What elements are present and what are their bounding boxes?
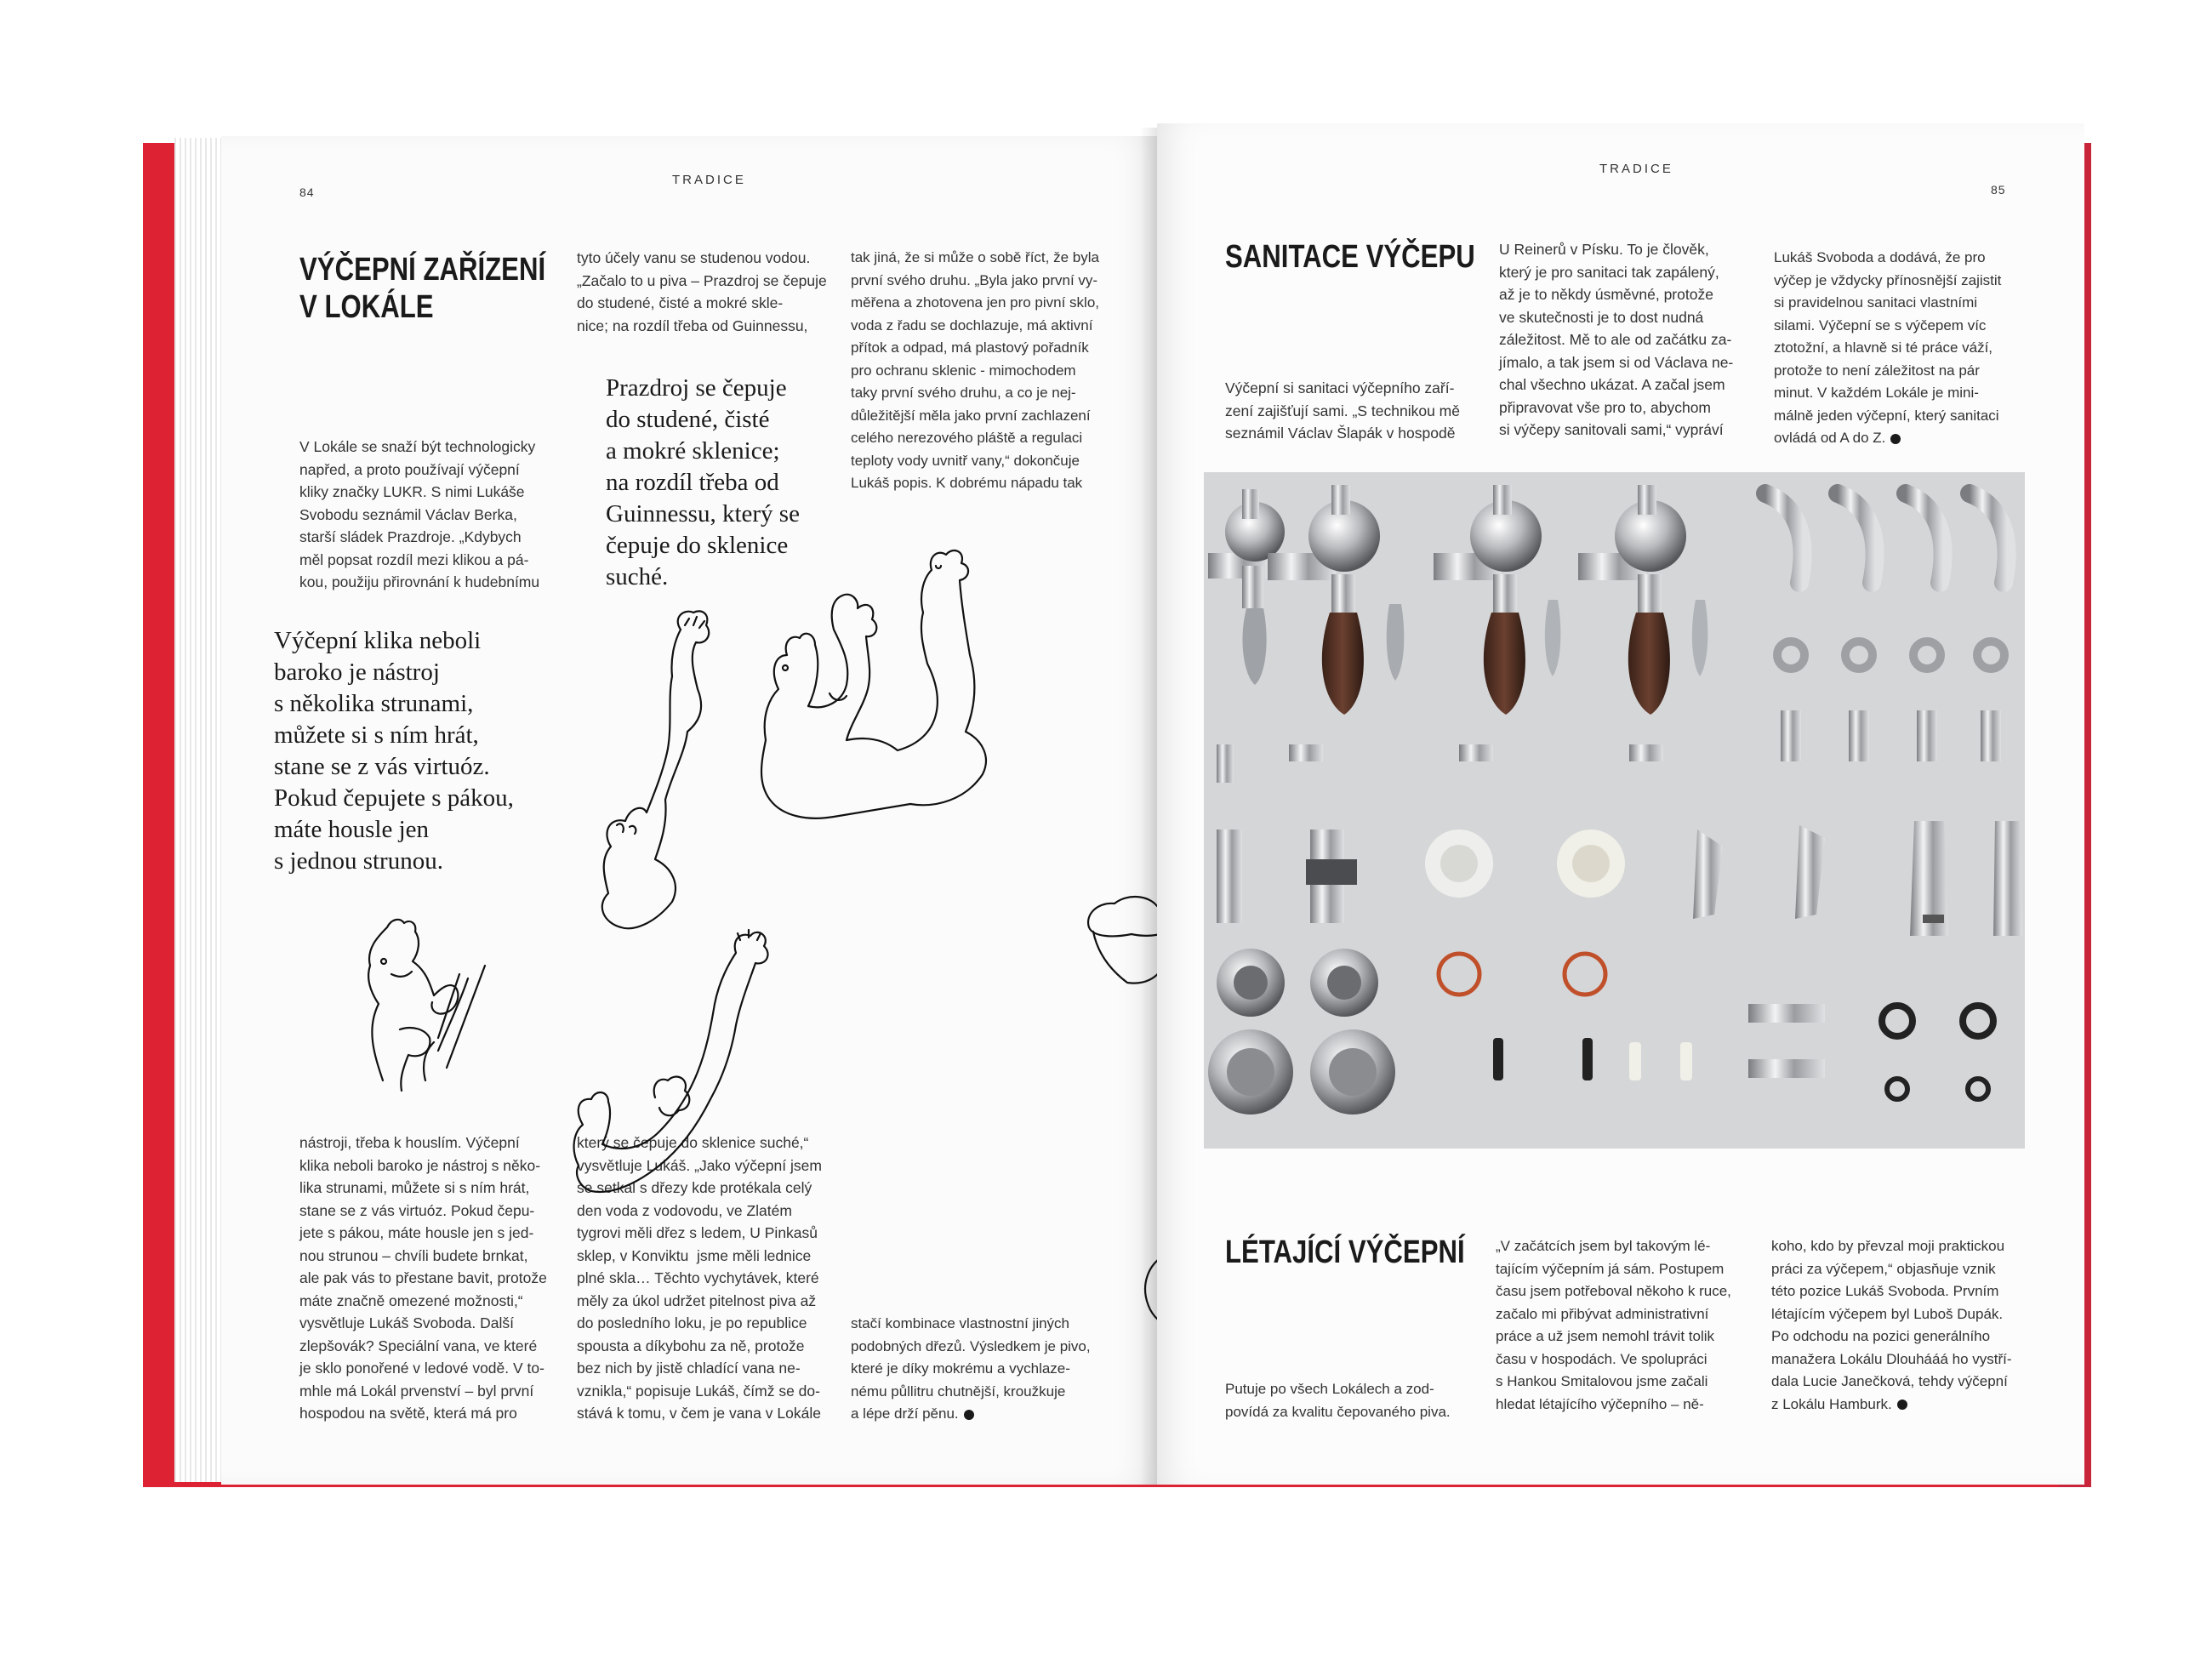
headline-letajici-vycepni: LÉTAJÍCÍ VÝČEPNÍ [1225, 1234, 1465, 1270]
doodle-figure-playing [340, 902, 544, 1102]
headline-sanitace-vycepu: SANITACE VÝČEPU [1225, 239, 1475, 275]
photo-tap-parts [1204, 472, 2025, 1149]
end-bullet-left [964, 1410, 974, 1420]
right-col2-text-2: „V začátcích jsem byl takovým lé- tajícím výčepním já sám. Postupem času jsem potřeboval někoho k ruce, začalo mi přibývat administrativní práce a už jsem nemohl trávit tolik času v hospodách. Ve spolupráci s Hankou Smitalovou jsme začali hledat létajícího výčepního – ně- [1496, 1238, 1731, 1412]
right-col3-text-2 [1771, 1235, 2012, 1416]
doodle-figure-reaching-2 [562, 902, 783, 1221]
page-number-right: 85 [1991, 183, 2006, 197]
photo-tap-parts-drawing [1204, 472, 2025, 1149]
right-col3-text [1774, 247, 2001, 450]
right-col2-text: U Reinerů v Písku. To je člověk, který je pro sanitaci tak zapálený, až je to někdy úsměvné, protože ve skutečnosti je to dost nudná záležitost. Mě to ale od začátku za- jímalo, a tak jsem si od Václava ne- chal všechno ukázat. A začal jsem připravovat vše pro to, abychom si výčepy sanitovali sami,“ vypráví [1499, 241, 1734, 438]
right-intro-2: Putuje po všech Lokálech a zod- povídá za kvalitu čepovaného piva. [1225, 1381, 1451, 1420]
left-col3-bottom-text: stačí kombinace vlastnostní jiných podobných dřezů. Výsledkem je pivo, které je díky mokrému a vychlaze- nému půllitru chutnější, kroužkuje a lépe drží pěnu. [851, 1315, 1091, 1422]
left-col2-bottom: který se čepuje do sklenice suché,“ vysvětluje Lukáš. „Jako výčepní jsem se setkal s dřezy kde protékala celý den voda z vodovodu, ve Zlatém tygrovi měli dřez s ledem, U Pinkasů sklep, v Konviktu jsme měli lednice plné skla… Těchto vychytávek, které měly za úkol udržet pitelnost piva až do posledního loku, je po republice spousta a díkybohu za ně, protože bez nich by jistě chladící vana ne- vznikla,“ popisuje Lukáš, čímž se do- stává k tomu, v čem je vana v Lokále [577, 1134, 822, 1422]
left-col1-bottom: nástroji, třeba k houslím. Výčepní klika neboli baroko je nástroj s něko- lika strunami, můžete si s ním hrát, stane se z vás virtuóz. Pokud čepu- jete s pákou, máte housle jen s jed- nou strunou – chvíli budete brnkat, ale pak vás to přestane bavit, protože máte značně omezené možnosti,“ vysvětluje Lukáš Svoboda. Další zlepšovák? Speciální vana, ve které je sklo ponořené v ledové vodě. V to- mhle má Lokál prvenství – byl první hospodou na světě, která má pro [299, 1134, 547, 1422]
right-intro-1: Výčepní si sanitaci výčepního zaří- zení zajišťují sami. „S technikou mě seznámil Václav Šlapák v hospodě [1225, 379, 1460, 442]
right-col3-text-2-content: koho, kdo by převzal moji praktickou práci za výčepem,“ objasňuje vznik této pozice Lukáš Svoboda. Prvním létajícím výčepem byl Luboš Dupák. Po odchodu na pozici generálního manažera Lokálu Dlouhááá ho vystří- dala Lucie Janečková, tehdy výčepní z Lokálu Hamburk. [1771, 1238, 2012, 1412]
page-number-left: 84 [299, 185, 315, 199]
doodle-figure-arms-up [749, 527, 1029, 881]
headline-vycepni-zarizeni [299, 251, 545, 326]
headline-line-1: VÝČEPNÍ ZAŘÍZENÍ [299, 252, 546, 288]
headline-line-2: V LOKÁLE [299, 289, 434, 325]
pull-quote-2: Prazdroj se čepuje do studené, čisté a mokré sklenice; na rozdíl třeba od Guinnessu, který se čepuje do sklenice suché. [606, 374, 800, 590]
pull-quote-1: Výčepní klika neboli baroko je nástroj s několika strunami, můžete si s ním hrát, stane se z vás virtuóz. Pokud čepujete s pákou, máte housle jen s jednou strunou. [274, 627, 514, 875]
section-label-right: TRADICE [1599, 162, 1673, 176]
end-bullet-right-1 [1890, 434, 1901, 444]
left-col3-bottom [851, 1313, 1091, 1426]
end-bullet-right-2 [1897, 1400, 1907, 1410]
left-col1-intro: V Lokále se snaží být technologicky napřed, a proto používají výčepní kliky značky LUKR. S nimi Lukáše Svobodu seznámil Václav Berka, starší sládek Prazdroje. „Kdybych měl popsat rozdíl mezi klikou a pá- kou, použiju přirovnání k hudebnímu [299, 438, 540, 590]
left-col2-top: tyto účely vanu se studenou vodou. „Začalo to u piva – Prazdroj se čepuje do studené, čisté a mokré skle- nice; na rozdíl třeba od Guinnessu, [577, 249, 827, 334]
right-col3-text-content: Lukáš Svoboda a dodává, že pro výčep je vždycky přínosnější zajistit si pravidelnou sanitaci vlastními silami. Výčepní se s výčepem víc ztotožní, a hlavně si té práce váží, protože to není záležitost na pár minut. V každém Lokále je mini- málně jeden výčepní, který sanitaci ovládá od A do Z. [1774, 249, 2002, 446]
section-label-left: TRADICE [672, 173, 746, 187]
page-stack-edges [174, 138, 225, 1482]
left-page [221, 136, 1157, 1485]
left-col3-top: tak jiná, že si může o sobě říct, že byla první svého druhu. „Byla jako první vy- měřena a zhotovena jen pro pivní sklo, voda z řadu se dochlazuje, má aktivní přítok a odpad, má plastový pořadník pro ochranu sklenic - mimochodem taky první svého druhu, a co je nej- důležitější měla jako první zachlazení celého nerezového pláště a regulaci teploty vody uvnitř vany,“ dokončuje Lukáš popis. K dobrému nápadu tak [851, 249, 1100, 491]
